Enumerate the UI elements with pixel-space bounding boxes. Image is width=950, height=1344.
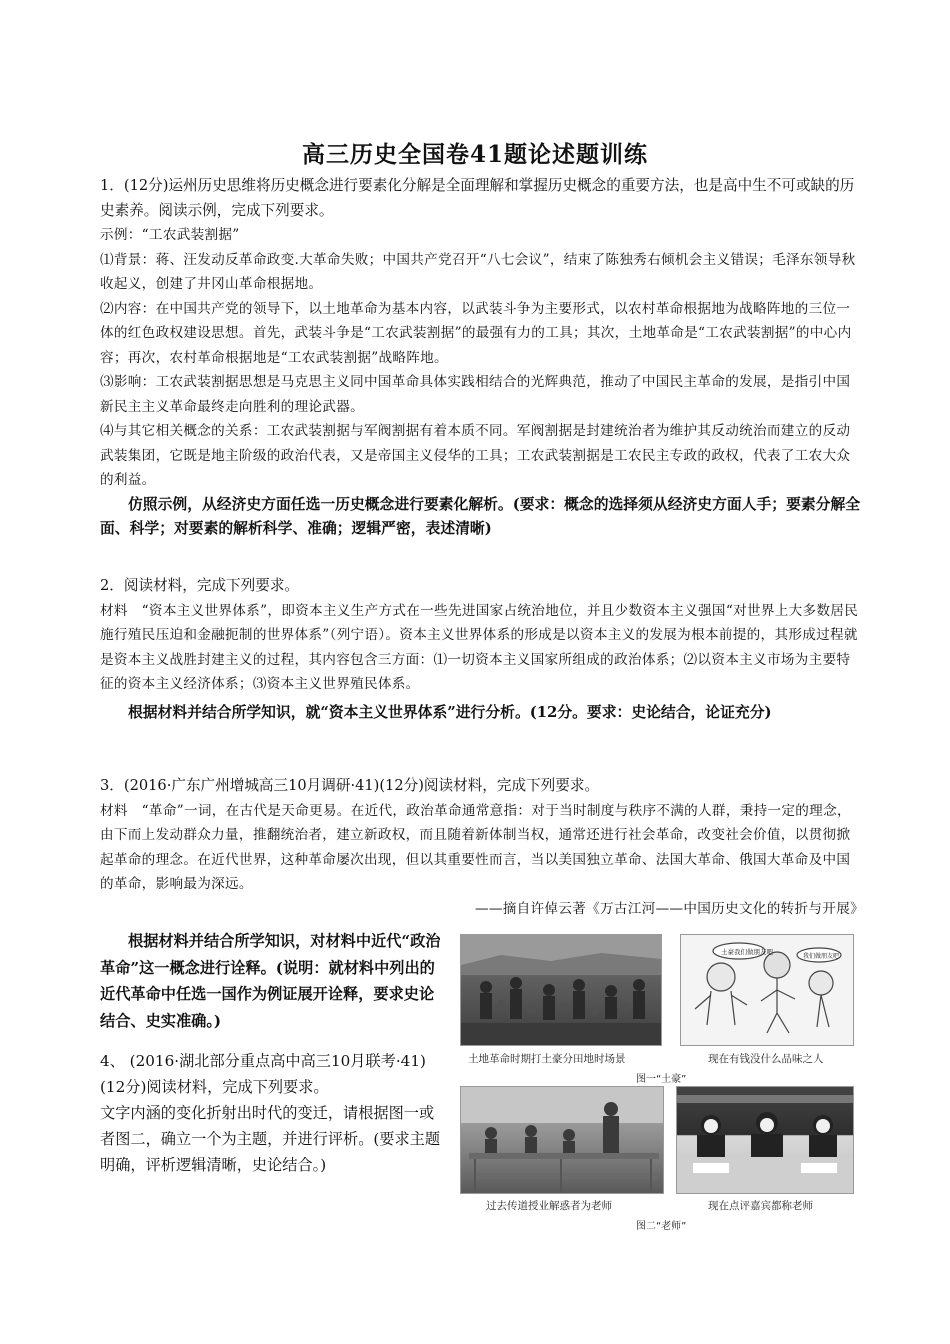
q1-relation: ⑷与其它相关概念的关系：工农武装割据与军阀割据有着本质不同。军阀割据是封建统治者为维护其反动统治而建立的反动武装集团，它既是地主阶级的政治代表，又是帝国主义侵华的工具；工农武装割据是工农民主专政的政权，代表了工农大众的利益。 [100, 423, 851, 488]
bubble-1: 土豪我们做朋友吧 [721, 948, 773, 956]
bubble-2: 我们做朋友吧 [803, 953, 840, 960]
classroom-image [461, 1087, 663, 1193]
fig2-left-photo [460, 1086, 664, 1194]
question-1 [100, 174, 864, 542]
page-title: 高三历史全国卷41题论述题训练 [301, 141, 648, 168]
judges-image [677, 1087, 853, 1193]
q3-source: ——摘自许倬云著《万古江河——中国历史文化的转折与开展》 [474, 900, 864, 917]
question-3 [100, 774, 864, 921]
fig1-caption-right: 现在有钱没什么品味之人 [708, 1053, 824, 1065]
fig2-caption-left: 过去传道授业解惑者为老师 [486, 1200, 612, 1212]
q1-background: ⑴背景：蒋、汪发动反革命政变.大革命失败；中国共产党召开“八七会议”，结束了陈独秀右倾机会主义错误；毛泽东领导秋收起义，创建了井冈山革命根据地。 [100, 251, 856, 292]
q1-example-head: 示例：“工农武装割据” [100, 227, 240, 243]
q3-intro: 3．(2016·广东广州增城高三10月调研·41)(12分)阅读材料，完成下列要求。 [100, 777, 600, 794]
fig2-right-photo [676, 1086, 854, 1194]
q4-body: 文字内涵的变化折射出时代的变迁，请根据图一或者图二，确立一个为主题，并进行评析。(要求主题明确，评析逻辑清晰，史论结合。) [100, 1104, 441, 1174]
fig1-left-photo [460, 934, 662, 1046]
fig1-title: 图一“土豪” [636, 1074, 687, 1085]
q2-intro: 2．阅读材料，完成下列要求。 [100, 577, 300, 594]
q3-task: 根据材料并结合所学知识，对材料中近代“政治革命”这一概念进行诠释。(说明：就材料中列出的近代革命中任选一国作为例证展开诠释，要求史论结合、史实准确。) [100, 932, 441, 1030]
question-2 [100, 574, 864, 725]
q1-content: ⑵内容：在中国共产党的领导下，以土地革命为基本内容，以武装斗争为主要形式，以农村革命根据地为战略阵地的三位一体的红色政权建设思想。首先，武装斗争是“工农武装割据”的最强有力的工具；其次，土地革命是“工农武装割据”的中心内容；再次，农村革命根据地是“工农武装割据”战略阵地。 [100, 300, 852, 366]
question-4 [100, 1048, 448, 1178]
fig1-right-cartoon [680, 934, 854, 1046]
q4-intro: 4、 (2016·湖北部分重点高中高三10月联考·41)(12分)阅读材料，完成下列要求。 [100, 1052, 426, 1096]
q2-material: 材料 “资本主义世界体系”，即资本主义生产方式在一些先进国家占统治地位，并且少数资本主义强国“对世界上大多数居民施行殖民压迫和金融扼制的世界体系”（列宁语）。资本主义世界体系的形成是以资本主义的发展为根本前提的，其形成过程就是资本主义战胜封建主义的过程，其内容包含三方面：⑴一切资本主义国家所组成的政治体系；⑵以资本主义市场为主要特征的资本主义经济体系；⑶资本主义世界殖民体系。 [100, 602, 859, 692]
q1-task: 仿照示例，从经济史方面任选一历史概念进行要素化解析。(要求：概念的选择须从经济史方面人手；要素分解全面、科学；对要素的解析科学、准确；逻辑严密，表述清晰) [100, 495, 861, 537]
fig2-title: 图二“老师” [636, 1221, 687, 1232]
q2-task: 根据材料并结合所学知识，就“资本主义世界体系”进行分析。(12分。要求：史论结合，论证充分) [128, 703, 772, 721]
q1-intro: 1．(12分)运州历史思维将历史概念进行要素化分解是全面理解和掌握历史概念的重要方法，也是高中生不可或缺的历史素养。阅读示例，完成下列要求。 [100, 177, 855, 219]
q3-material: 材料 “革命”一词，在古代是天命更易。在近代，政治革命通常意指：对于当时制度与秩序不满的人群，秉持一定的理念，由下而上发动群众力量，推翻统治者，建立新政权，而且随着新体制当权，通常还进行社会革命，改变社会价值，以贯彻掀起革命的理念。在近代世界，这种革命屡次出现，但以其重要性而言，当以美国独立革命、法国大革命、俄国大革命及中国的革命，影响最为深远。 [100, 802, 851, 892]
q3-task-block [100, 928, 448, 1034]
fig2-caption-right: 现在点评嘉宾都称老师 [708, 1200, 813, 1212]
crowd-scene-image [461, 935, 661, 1045]
q1-influence: ⑶影响：工农武装割据思想是马克思主义同中国革命具体实践相结合的光辉典范，推动了中国民主革命的发展，是指引中国新民主主义革命最终走向胜利的理论武器。 [100, 374, 851, 415]
fig1-caption-left: 土地革命时期打土豪分田地时场景 [468, 1053, 626, 1065]
